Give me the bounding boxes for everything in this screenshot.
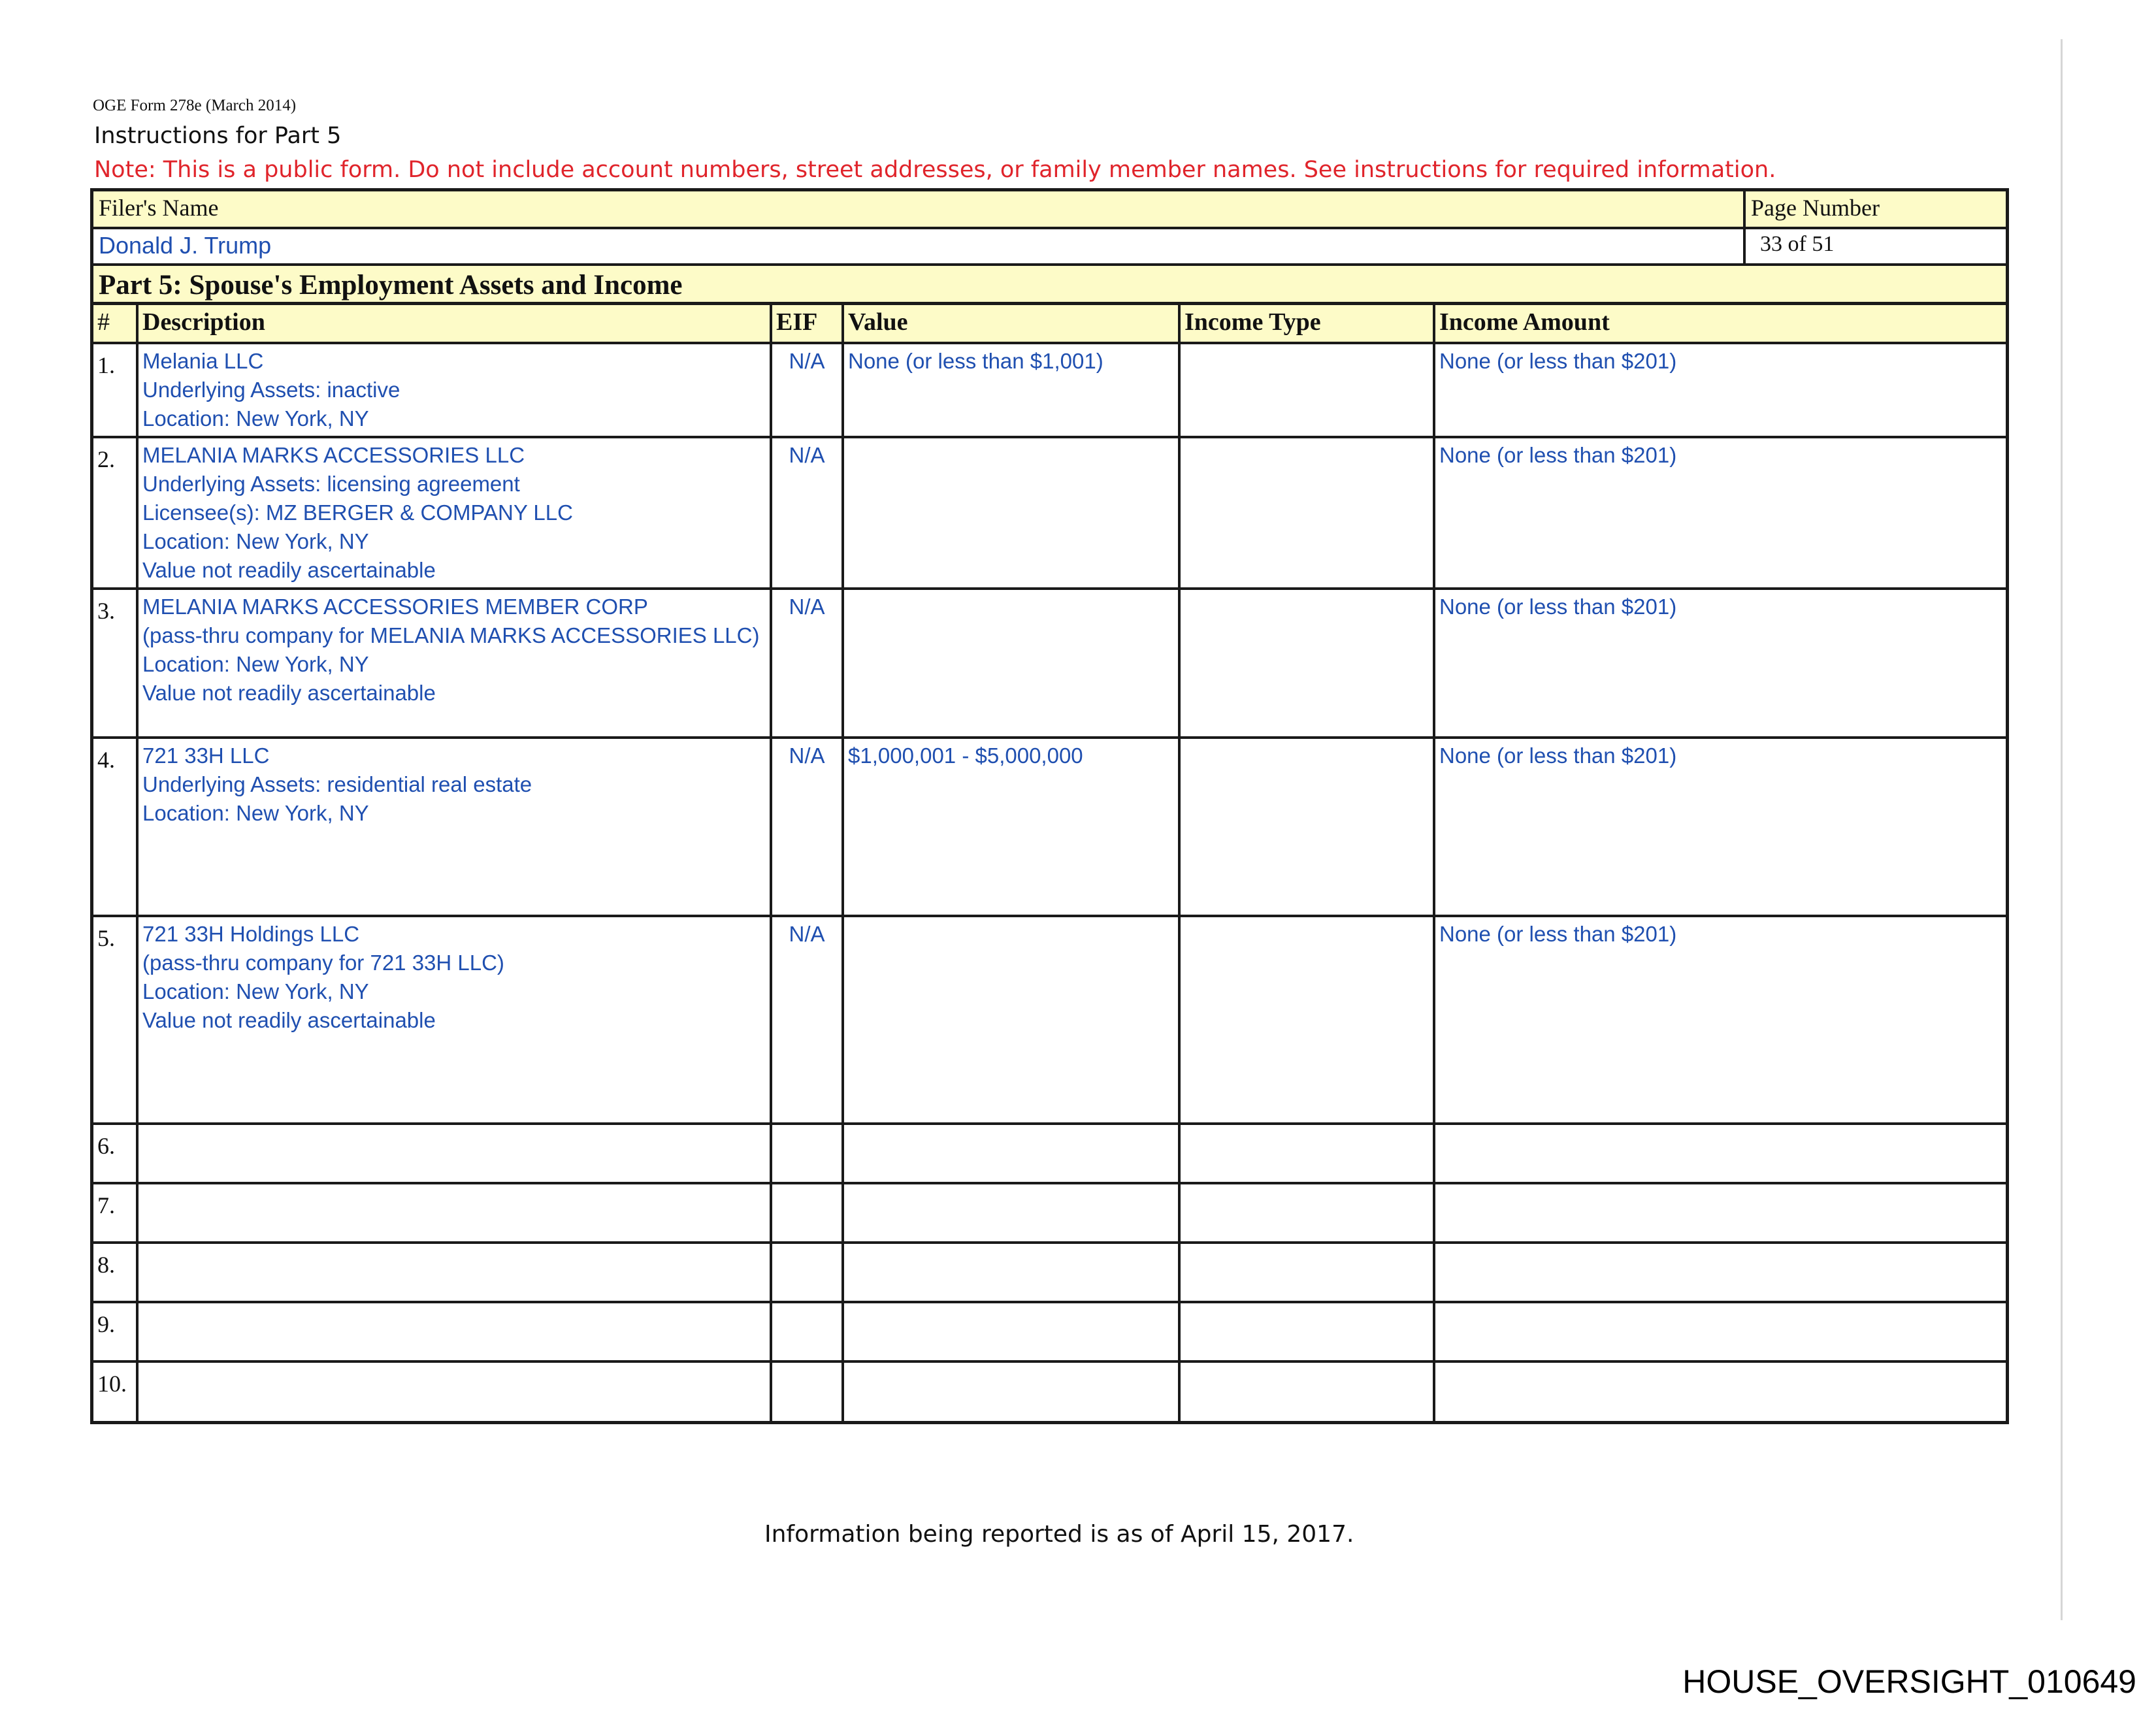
row-value bbox=[843, 1243, 1179, 1302]
row-income-type bbox=[1179, 1361, 1434, 1421]
description-line: (pass-thru company for MELANIA MARKS ACCESSORIES LLC) bbox=[142, 623, 760, 647]
row-description bbox=[137, 1361, 771, 1421]
row-income-type bbox=[1179, 343, 1434, 437]
table-row bbox=[93, 1124, 2006, 1183]
row-value bbox=[843, 1183, 1179, 1243]
row-number: 4. bbox=[93, 738, 137, 916]
col-header-income-type: Income Type bbox=[1179, 305, 1434, 343]
row-number: 8. bbox=[93, 1243, 137, 1302]
row-number: 2. bbox=[93, 437, 137, 589]
table-row bbox=[93, 1361, 2006, 1421]
col-header-value: Value bbox=[843, 305, 1179, 343]
row-income-amount bbox=[1434, 1361, 2006, 1421]
description-line: Location: New York, NY bbox=[142, 529, 369, 553]
row-number: 3. bbox=[93, 589, 137, 738]
row-description bbox=[137, 1243, 771, 1302]
row-income-type bbox=[1179, 437, 1434, 589]
table-row bbox=[93, 1183, 2006, 1243]
description-line: Value not readily ascertainable bbox=[142, 681, 436, 705]
row-description bbox=[137, 589, 771, 738]
row-description bbox=[137, 343, 771, 437]
description-line: Location: New York, NY bbox=[142, 652, 369, 676]
table-row bbox=[93, 343, 2006, 437]
table-row bbox=[93, 738, 2006, 916]
row-income-amount: None (or less than $201) bbox=[1434, 343, 2006, 437]
description-line: (pass-thru company for 721 33H LLC) bbox=[142, 951, 504, 975]
row-number: 10. bbox=[93, 1361, 137, 1421]
row-description bbox=[137, 437, 771, 589]
description-line: MELANIA MARKS ACCESSORIES MEMBER CORP bbox=[142, 595, 648, 619]
row-income-amount bbox=[1434, 1183, 2006, 1243]
scan-edge-line bbox=[2061, 39, 2063, 1620]
table-header-row bbox=[93, 305, 2006, 343]
reporting-date-footer: Information being reported is as of April 15, 2017. bbox=[764, 1521, 1354, 1548]
disclosure-form-frame bbox=[90, 188, 2009, 1424]
row-income-amount: None (or less than $201) bbox=[1434, 589, 2006, 738]
row-eif: N/A bbox=[771, 589, 843, 738]
table-row bbox=[93, 589, 2006, 738]
row-description bbox=[137, 916, 771, 1124]
page-number-label: Page Number bbox=[1746, 191, 2006, 229]
col-header-number: # bbox=[93, 305, 137, 343]
row-description bbox=[137, 738, 771, 916]
row-description bbox=[137, 1183, 771, 1243]
col-header-income-amount: Income Amount bbox=[1434, 305, 2006, 343]
row-eif bbox=[771, 1183, 843, 1243]
description-line: 721 33H LLC bbox=[142, 743, 270, 768]
description-line: Location: New York, NY bbox=[142, 801, 369, 825]
table-row bbox=[93, 916, 2006, 1124]
row-value bbox=[843, 1361, 1179, 1421]
row-income-type bbox=[1179, 1183, 1434, 1243]
row-income-amount: None (or less than $201) bbox=[1434, 738, 2006, 916]
public-form-note: Note: This is a public form. Do not include account numbers, street addresses, or family member names. See instructions for required information. bbox=[94, 157, 1776, 183]
row-value bbox=[843, 1124, 1179, 1183]
part-title: Part 5: Spouse's Employment Assets and Income bbox=[93, 266, 2006, 305]
row-eif: N/A bbox=[771, 916, 843, 1124]
description-line: Melania LLC bbox=[142, 349, 264, 373]
row-value bbox=[843, 1302, 1179, 1361]
row-income-amount bbox=[1434, 1302, 2006, 1361]
row-income-amount: None (or less than $201) bbox=[1434, 916, 2006, 1124]
col-header-description: Description bbox=[137, 305, 771, 343]
row-number: 1. bbox=[93, 343, 137, 437]
row-eif: N/A bbox=[771, 437, 843, 589]
assets-table bbox=[93, 305, 2006, 1421]
instructions-heading: Instructions for Part 5 bbox=[94, 123, 342, 149]
row-income-type bbox=[1179, 916, 1434, 1124]
description-line: Underlying Assets: residential real estate bbox=[142, 772, 532, 796]
row-eif bbox=[771, 1361, 843, 1421]
description-line: Location: New York, NY bbox=[142, 979, 369, 1003]
row-value: $1,000,001 - $5,000,000 bbox=[843, 738, 1179, 916]
row-eif: N/A bbox=[771, 343, 843, 437]
row-number: 5. bbox=[93, 916, 137, 1124]
filer-name-section bbox=[93, 191, 1746, 263]
row-income-amount bbox=[1434, 1124, 2006, 1183]
row-income-amount: None (or less than $201) bbox=[1434, 437, 2006, 589]
description-line: Underlying Assets: licensing agreement bbox=[142, 472, 520, 496]
row-value: None (or less than $1,001) bbox=[843, 343, 1179, 437]
form-id: OGE Form 278e (March 2014) bbox=[93, 97, 297, 114]
row-income-type bbox=[1179, 1243, 1434, 1302]
col-header-eif: EIF bbox=[771, 305, 843, 343]
row-number: 6. bbox=[93, 1124, 137, 1183]
table-body bbox=[93, 343, 2006, 1421]
table-row bbox=[93, 437, 2006, 589]
row-description bbox=[137, 1124, 771, 1183]
filer-name-value: Donald J. Trump bbox=[99, 232, 272, 259]
page-number-section bbox=[1746, 191, 2006, 263]
row-income-type bbox=[1179, 1302, 1434, 1361]
row-description bbox=[137, 1302, 771, 1361]
row-eif bbox=[771, 1124, 843, 1183]
description-line: Location: New York, NY bbox=[142, 406, 369, 431]
description-line: Value not readily ascertainable bbox=[142, 558, 436, 582]
row-number: 9. bbox=[93, 1302, 137, 1361]
row-income-type bbox=[1179, 589, 1434, 738]
page-number-value: 33 of 51 bbox=[1760, 232, 1835, 256]
row-eif bbox=[771, 1243, 843, 1302]
description-line: MELANIA MARKS ACCESSORIES LLC bbox=[142, 443, 525, 467]
row-eif: N/A bbox=[771, 738, 843, 916]
filer-name-bar bbox=[93, 191, 2006, 266]
description-line: Value not readily ascertainable bbox=[142, 1008, 436, 1032]
row-income-type bbox=[1179, 738, 1434, 916]
row-income-type bbox=[1179, 1124, 1434, 1183]
row-eif bbox=[771, 1302, 843, 1361]
row-value bbox=[843, 437, 1179, 589]
row-value bbox=[843, 916, 1179, 1124]
description-line: Licensee(s): MZ BERGER & COMPANY LLC bbox=[142, 500, 573, 525]
table-row bbox=[93, 1302, 2006, 1361]
table-row bbox=[93, 1243, 2006, 1302]
description-line: Underlying Assets: inactive bbox=[142, 378, 400, 402]
filer-name-label: Filer's Name bbox=[93, 191, 1743, 229]
row-number: 7. bbox=[93, 1183, 137, 1243]
description-line: 721 33H Holdings LLC bbox=[142, 922, 360, 946]
bates-number: HOUSE_OVERSIGHT_010649 bbox=[1682, 1663, 2136, 1700]
row-income-amount bbox=[1434, 1243, 2006, 1302]
row-value bbox=[843, 589, 1179, 738]
